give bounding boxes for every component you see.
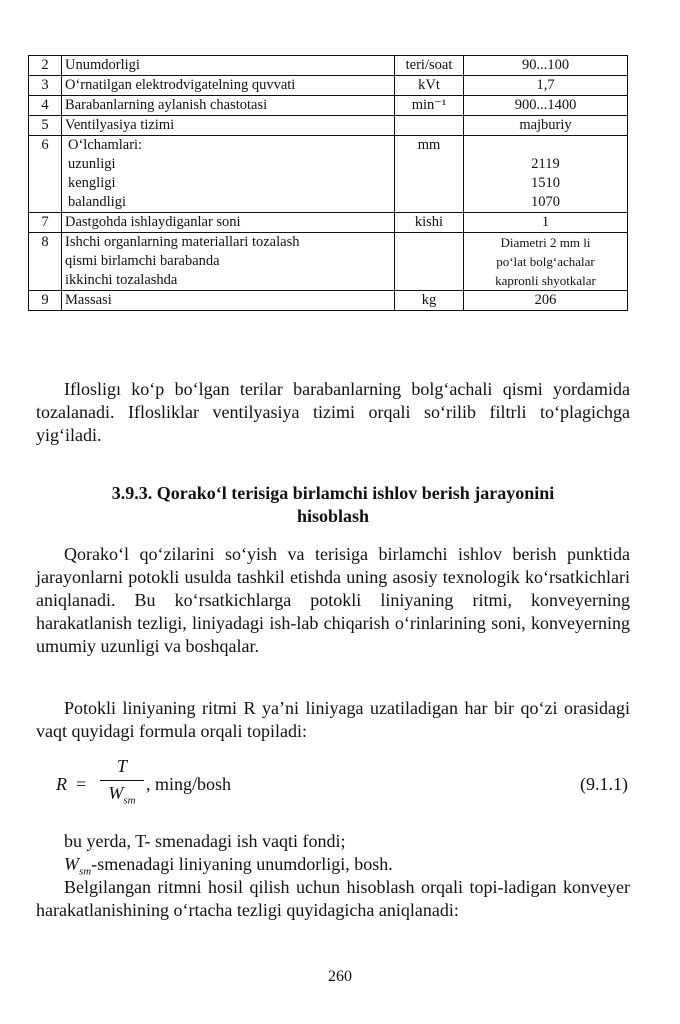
section-heading-line: hisoblash bbox=[296, 506, 370, 526]
row-name bbox=[62, 233, 395, 291]
section-heading bbox=[36, 482, 630, 528]
formula-equals: = bbox=[76, 774, 87, 794]
row-unit: kVt bbox=[395, 76, 464, 96]
table-row bbox=[29, 116, 628, 136]
row-value: majburiy bbox=[464, 116, 628, 136]
row-name: Dastgohda ishlaydiganlar soni bbox=[62, 213, 395, 233]
where-text: -smenadagi liniyaning unumdorligi, bosh. bbox=[91, 854, 393, 874]
fraction-bar bbox=[100, 780, 144, 781]
row-number: 5 bbox=[29, 116, 62, 136]
row-name-line: Ishchi organlarning materiallari tozalash bbox=[65, 234, 300, 250]
row-number: 8 bbox=[29, 233, 62, 291]
specification-table bbox=[28, 55, 628, 311]
page-number: 260 bbox=[328, 968, 352, 985]
row-number: 9 bbox=[29, 291, 62, 311]
row-value-line: po‘lat bolg‘achalar bbox=[496, 254, 595, 269]
formula-denominator bbox=[100, 783, 144, 807]
row-number: 4 bbox=[29, 96, 62, 116]
row-number: 3 bbox=[29, 76, 62, 96]
row-name: Massasi bbox=[62, 291, 395, 311]
row-value bbox=[464, 136, 628, 213]
where-symbol: W bbox=[64, 854, 79, 874]
sub-item-value: 1070 bbox=[531, 194, 560, 210]
row-name: Ventilyasiya tizimi bbox=[62, 116, 395, 136]
formula-lhs: R bbox=[56, 774, 67, 794]
row-name bbox=[62, 136, 395, 213]
row-name: O‘rnatilgan elektrodvigatelning quvvati bbox=[62, 76, 395, 96]
row-name: Barabanlarning aylanish chastotasi bbox=[62, 96, 395, 116]
formula-fraction bbox=[100, 756, 144, 807]
row-unit: kg bbox=[395, 291, 464, 311]
equation-number: (9.1.1) bbox=[580, 774, 628, 794]
where-line-1: bu yerda, T- smenadagi ish vaqti fondi; bbox=[64, 831, 346, 851]
row-name: Unumdorligi bbox=[62, 56, 395, 76]
row-name-label: O‘lchamlari: bbox=[68, 137, 143, 153]
row-number: 7 bbox=[29, 213, 62, 233]
paragraph-pollution: Iflosligı ko‘p bo‘lgan terilar barabanlarning bolg‘achali qismi yordamida tozalanadi. Iflosliklar ventilyasiya tizimi orqali so‘rilib filtrli to‘plagichga yig‘iladi. bbox=[36, 379, 630, 445]
row-unit bbox=[395, 116, 464, 136]
sub-item-label: kengligi bbox=[68, 175, 116, 191]
table-row bbox=[29, 96, 628, 116]
row-unit: min⁻¹ bbox=[395, 96, 464, 116]
row-unit: teri/soat bbox=[395, 56, 464, 76]
row-value: 1,7 bbox=[464, 76, 628, 96]
row-number: 6 bbox=[29, 136, 62, 213]
formula-unit: , ming/bosh bbox=[146, 774, 232, 794]
sub-item-value: 2119 bbox=[531, 156, 560, 172]
table-row bbox=[29, 233, 628, 291]
row-name-line: ikkinchi tozalashda bbox=[65, 272, 178, 288]
row-value-line: Diametri 2 mm li bbox=[500, 235, 591, 250]
denominator-symbol: W bbox=[108, 783, 124, 803]
paragraph-rhythm: Potokli liniyaning ritmi R ya’ni liniyaga uzatiladigan har bir qo‘zi orasidagi vaqt quyidagi formula orqali topiladi: bbox=[36, 698, 630, 741]
row-unit: kishi bbox=[395, 213, 464, 233]
where-subscript: sm bbox=[79, 865, 92, 878]
row-value: 1 bbox=[464, 213, 628, 233]
table-row bbox=[29, 56, 628, 76]
formula-numerator: T bbox=[116, 756, 127, 776]
table-row bbox=[29, 136, 628, 213]
section-heading-line: 3.9.3. Qorako‘l terisiga birlamchi ishlov berish jarayonini bbox=[111, 483, 555, 503]
row-value bbox=[464, 233, 628, 291]
row-value: 206 bbox=[464, 291, 628, 311]
sub-item-value: 1510 bbox=[531, 175, 560, 191]
denominator-subscript: sm bbox=[123, 794, 136, 807]
row-name-line: qismi birlamchi barabanda bbox=[65, 253, 220, 269]
row-value: 900...1400 bbox=[464, 96, 628, 116]
paragraph-conveyor: Belgilangan ritmni hosil qilish uchun hisoblash orqali topi-ladigan konveyer harakatlanishining o‘rtacha tezligi quyidagicha aniqlanadi: bbox=[36, 877, 630, 920]
table-row bbox=[29, 76, 628, 96]
table-row bbox=[29, 213, 628, 233]
sub-item-label: uzunligi bbox=[68, 156, 116, 172]
row-value-empty bbox=[467, 136, 624, 155]
row-unit: mm bbox=[395, 136, 464, 213]
row-value: 90...100 bbox=[464, 56, 628, 76]
table-row bbox=[29, 291, 628, 311]
paragraph-indicators: Qorako‘l qo‘zilarini so‘yish va terisiga birlamchi ishlov berish punktida jarayonlarni potokli usulda tashkil etishda uning asosiy texnologik ko‘rsatkichlari aniqlanadi. Bu ko‘rsatkichlarga potokli liniyaning ritmi, konveyerning harakatlanish tezligi, liniyadagi ish-lab chiqarish o‘rinlarining soni, konveyerning umumiy uzunligi va boshqalar. bbox=[36, 544, 630, 656]
row-number: 2 bbox=[29, 56, 62, 76]
formula-9-1-1 bbox=[56, 756, 636, 816]
row-unit bbox=[395, 233, 464, 291]
sub-item-label: balandligi bbox=[68, 194, 126, 210]
row-value-line: kapronli shyotkalar bbox=[495, 273, 596, 288]
